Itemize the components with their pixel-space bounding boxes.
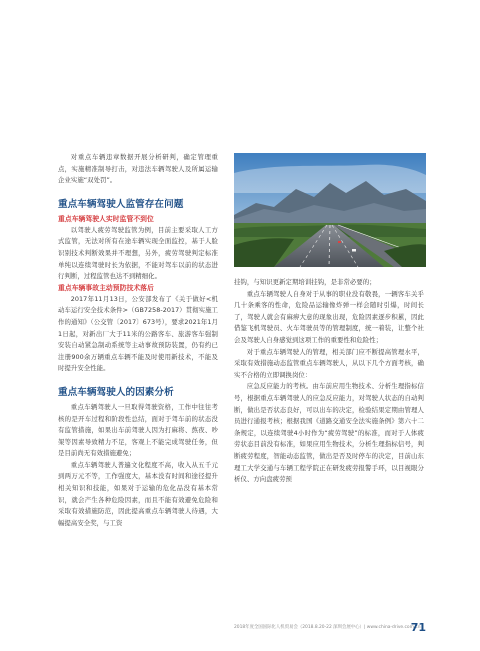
section1-paragraph-2: 2017年11月13日，公安部发布了《关于做好<机动车运行安全技术条件>（GB7258-2017）贯彻实施工作的通知》（公交管〔2017〕673号），要求2021年1月1日起，对新出厂大于11米的公路客车、旅游客车强制安装自动紧急制动系统等主动事故预防装置，仍有约已注册900余万辆重点车辆不能及时使用新技术，不能及时提升安全性能。: [58, 294, 218, 373]
right-paragraph-3: 对于重点车辆驾驶人的管理，相关部门应不断提高管理水平，采取有效措施动态监管重点车辆驾驶人，从以下几个方面考核，确实不合格的立即调换岗位：: [234, 347, 424, 379]
intro-paragraph: 对重点车辆违章数据开展分析研判，确定管理重点，实施精准制导打击，对违法车辆驾驶人及所属运输企业实施“双处罚”。: [58, 153, 218, 185]
right-paragraph-2: 重点车辆驾驶人自身对于从事的职业没有敬畏，一辆客车关乎几十条乘客的性命，危险品运输像炸弹一样会随时引爆，时间长了，驾驶人就会有麻痹大意的现象出现，危险因素逐步积累，因此借鉴飞机驾驶员、火车驾驶员等的管理制度，统一着装，让整个社会及驾驶人自身感觉到这项工作的重要性和危险性；: [234, 289, 424, 344]
section1-paragraph-1: 以驾驶人疲劳驾驶监管为例，目前主要采取人工方式监管，无法对所有在途车辆实现全面监控，基于人脸识别技术判断效果并不理想，另外，疲劳驾驶判定标准单纯以连续驾驶时长为依据，不能对驾车以前的状态进行判断，过程监管也达不到精细化。: [58, 225, 218, 281]
left-column: [58, 152, 218, 529]
section1-subheading-2: 重点车辆事故主动预防技术落后: [58, 283, 154, 292]
page-footer: [234, 621, 426, 635]
section1-subheading-1: 重点车辆驾驶人实时监管不到位: [58, 214, 154, 223]
page-number: 71: [410, 621, 426, 634]
section2-heading: 重点车辆驾驶人的因素分析: [58, 386, 174, 398]
right-paragraph-1: 挂钩，与知识更新定期培训挂钩，是非常必要的；: [234, 278, 376, 286]
right-paragraph-4: 应急反应能力的考核。由车前应用生物技术、分析生理指标信号，根据重点车辆驾驶人的应急反应能力，对驾驶人状态的自动判断，做出是否状态良好，可以出车的决定，检验结果定期由管理人员进行通报考核；根据我国《道路交通安全法实施条例》第六十二条规定，以连续驾驶4小时作为“疲劳驾驶”的标准，而对于人体疲劳状态目前没有标准，如果应用生物技术，分析生理指标信号，判断疲劳程度，智能动态监管，做出是否及时停车的决定，目前山东理工大学交通与车辆工程学院正在研发疲劳报警手环，以目视眼分析仪、方向盘疲劳预: [234, 382, 424, 484]
highway-photo: [234, 153, 426, 267]
footer-text: 2018年度全国国际化人机贸易会（2018.8.20-22 深圳会展中心）| www.china-drive.com.cn: [234, 625, 421, 630]
right-column: [234, 277, 424, 486]
section2-paragraph-2: 重点车辆驾驶人普遍文化程度不高，收入从五千元到两万元不等，工作强度大，基本没有时间和途径提升相关知识和技能，如果对于运输的危化品没有基本常识，就会产生各种危险因素，而且不能有效避免危险和采取有效措施防范，因此提高重点车辆驾驶人待遇，大幅提高安全奖，与工资: [58, 460, 218, 527]
section2-paragraph-1: 重点车辆驾驶人一旦取得驾驶资格，工作中往往考核的是开车过程和阶段性总结，面对于驾车前的状态没有监管措施，如果出车前驾驶人因为打麻将、熬夜、吵架等因素导致精力不足，客观上不能完成驾驶任务，但是目前尚无有效措施避免；: [58, 402, 218, 458]
section1-heading: 重点车辆驾驶人监管存在问题: [58, 198, 184, 210]
